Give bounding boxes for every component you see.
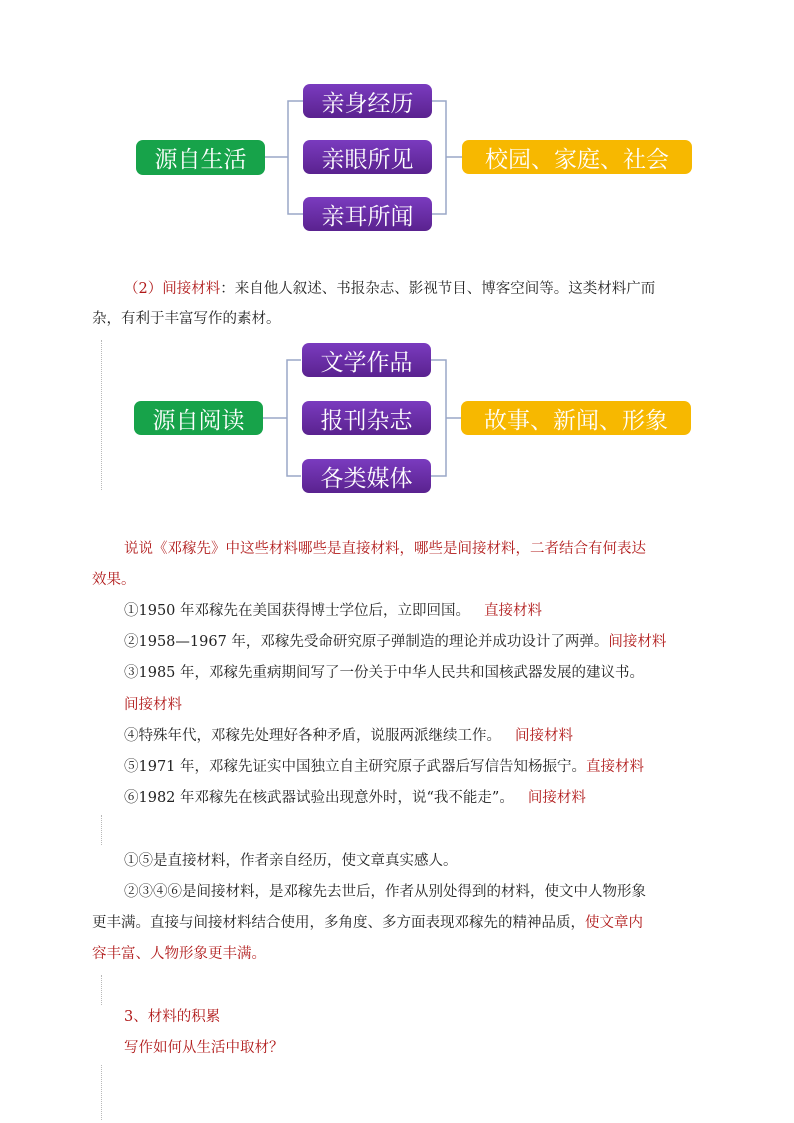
summary-highlight: 使文章内 xyxy=(585,915,643,931)
item-box-media: 各类媒体 xyxy=(302,459,431,493)
result-box-life: 校园、家庭、社会 xyxy=(462,140,692,174)
list-item-text: ⑥1982 年邓稼先在核武器试验出现意外时，说“我不能走”。 xyxy=(124,790,514,806)
list-item xyxy=(124,663,644,683)
indirect-material-desc: ：来自他人叙述、书报杂志、影视节目、博客空间等。这类材料广而 xyxy=(220,281,656,297)
item-box-magazines: 报刊杂志 xyxy=(302,401,431,435)
list-item-text: ⑤1971 年，邓稼先证实中国独立自主研究原子武器后写信告知杨振宁。 xyxy=(124,759,587,775)
list-item-text: ②1958—1967 年，邓稼先受命研究原子弹制造的理论并成功设计了两弹。 xyxy=(124,634,609,650)
list-item-text: ④特殊年代，邓稼先处理好各种矛盾，说服两派继续工作。 xyxy=(124,728,501,744)
question-line1: 说说《邓稼先》中这些材料哪些是直接材料，哪些是间接材料，二者结合有何表达 xyxy=(124,541,646,557)
section-question: 写作如何从生活中取材？ xyxy=(124,1040,284,1056)
result-box-reading: 故事、新闻、形象 xyxy=(461,401,691,435)
indirect-material-line2: 杂，有利于丰富写作的素材。 xyxy=(92,311,281,327)
summary-line3 xyxy=(92,913,643,933)
list-item-text: ③1985 年，邓稼先重病期间写了一份关于中华人民共和国核武器发展的建议书。 xyxy=(124,665,645,681)
list-item xyxy=(124,601,542,621)
margin-dots xyxy=(101,815,104,845)
summary-line2: ②③④⑥是间接材料，是邓稼先去世后，作者从别处得到的材料，使文中人物形象 xyxy=(124,884,646,900)
list-item-text: ①1950 年邓稼先在美国获得博士学位后，立即回国。 xyxy=(124,603,471,619)
list-item-answer: 间接材料 xyxy=(515,728,573,744)
list-item xyxy=(124,632,666,652)
item-box-literature: 文学作品 xyxy=(302,343,431,377)
list-item xyxy=(124,757,644,777)
indirect-material-label: 间接材料 xyxy=(162,281,221,297)
item-box-personal-experience: 亲身经历 xyxy=(303,84,432,118)
summary-line4: 容丰富、人物形象更丰满。 xyxy=(92,946,266,962)
list-item-answer: 间接材料 xyxy=(527,790,586,806)
list-item-answer: 直接材料 xyxy=(484,603,543,619)
margin-dots xyxy=(101,1065,104,1120)
item-number: （2） xyxy=(124,281,163,297)
summary-text: 更丰满。直接与间接材料结合使用，多角度、多方面表现邓稼先的精神品质， xyxy=(92,915,585,931)
diagram-reading-connectors xyxy=(0,0,794,520)
list-item-answer: 直接材料 xyxy=(586,759,645,775)
margin-dots xyxy=(101,975,104,1005)
list-item-answer: 间接材料 xyxy=(124,697,182,713)
source-box-life: 源自生活 xyxy=(136,140,265,175)
source-box-reading: 源自阅读 xyxy=(134,401,263,435)
list-item xyxy=(124,726,573,746)
summary-line1: ①⑤是直接材料，作者亲自经历，使文章真实感人。 xyxy=(124,853,458,869)
section-heading: 3、材料的积累 xyxy=(124,1009,221,1025)
list-item-answer: 间接材料 xyxy=(608,634,667,650)
item-box-heard: 亲耳所闻 xyxy=(303,197,432,231)
item-box-eyewitness: 亲眼所见 xyxy=(303,140,432,174)
question-line2: 效果。 xyxy=(92,572,136,588)
list-item xyxy=(124,788,586,808)
